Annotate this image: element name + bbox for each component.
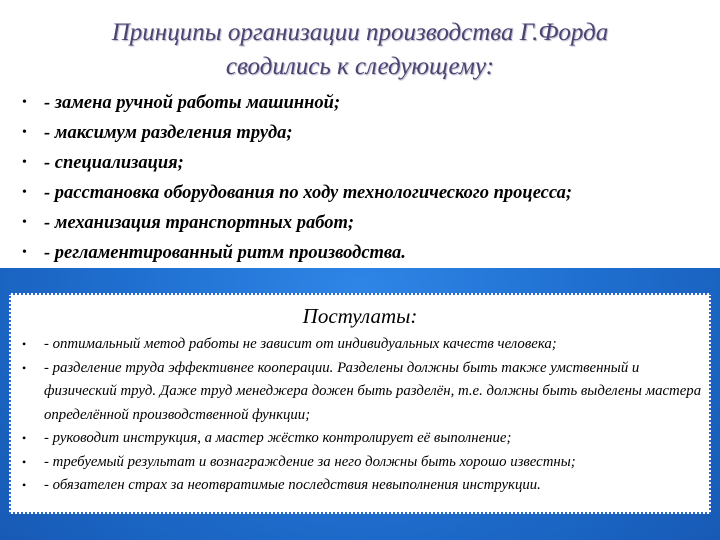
bullet-icon: •	[22, 185, 27, 200]
postulate-item	[22, 333, 702, 357]
slide-title	[0, 16, 720, 84]
principle-item	[22, 238, 712, 268]
title-line-2: сводились к следующему:	[225, 53, 495, 80]
postulate-item	[22, 357, 702, 428]
postulates-list	[22, 333, 702, 498]
principle-text: - расстановка оборудования по ходу технологического процесса;	[44, 183, 573, 203]
postulate-text: - оптимальный метод работы не зависит от индивидуальных качеств человека;	[44, 336, 557, 352]
bullet-icon: •	[22, 95, 27, 110]
bullet-icon: •	[22, 431, 27, 445]
bullet-icon: •	[22, 245, 27, 260]
bullet-icon: •	[22, 360, 27, 375]
principle-item	[22, 178, 712, 208]
bullet-icon: •	[22, 155, 27, 170]
principle-text: - регламентированный ритм производства.	[44, 243, 406, 263]
title-line-1: Принципы организации производства Г.Форда	[111, 19, 609, 46]
bullet-icon: •	[22, 215, 27, 230]
bullet-icon: •	[22, 454, 27, 469]
postulate-item	[22, 451, 702, 475]
postulate-text: - обязателен страх за неотвратимые последствия невыполнения инструкции.	[44, 477, 541, 493]
principle-item	[22, 118, 712, 148]
principle-item	[22, 208, 712, 238]
postulate-item	[22, 474, 702, 498]
principle-text: - специализация;	[44, 153, 184, 173]
bullet-icon: •	[22, 478, 27, 492]
postulate-text: - руководит инструкция, а мастер жёстко контролирует её выполнение;	[44, 430, 512, 446]
postulate-item	[22, 427, 702, 451]
principle-text: - замена ручной работы машинной;	[44, 93, 341, 113]
postulate-text: - разделение труда эффективнее кооперации. Разделены должны быть также умственный и физический труд. Даже труд менеджера дожен быть разделён, т.е. должны быть выделены мастера определённой производственной функции;	[44, 359, 702, 423]
bullet-icon: •	[22, 125, 27, 140]
principle-text: - механизация транспортных работ;	[44, 213, 355, 233]
postulate-text: - требуемый результат и вознаграждение за него должны быть хорошо известны;	[44, 453, 576, 470]
principle-item	[22, 148, 712, 178]
principle-item	[22, 88, 712, 118]
bullet-icon: •	[22, 337, 27, 351]
principle-text: - максимум разделения труда;	[44, 123, 293, 143]
principles-list	[22, 88, 712, 268]
postulates-title: Постулаты:	[302, 304, 418, 328]
